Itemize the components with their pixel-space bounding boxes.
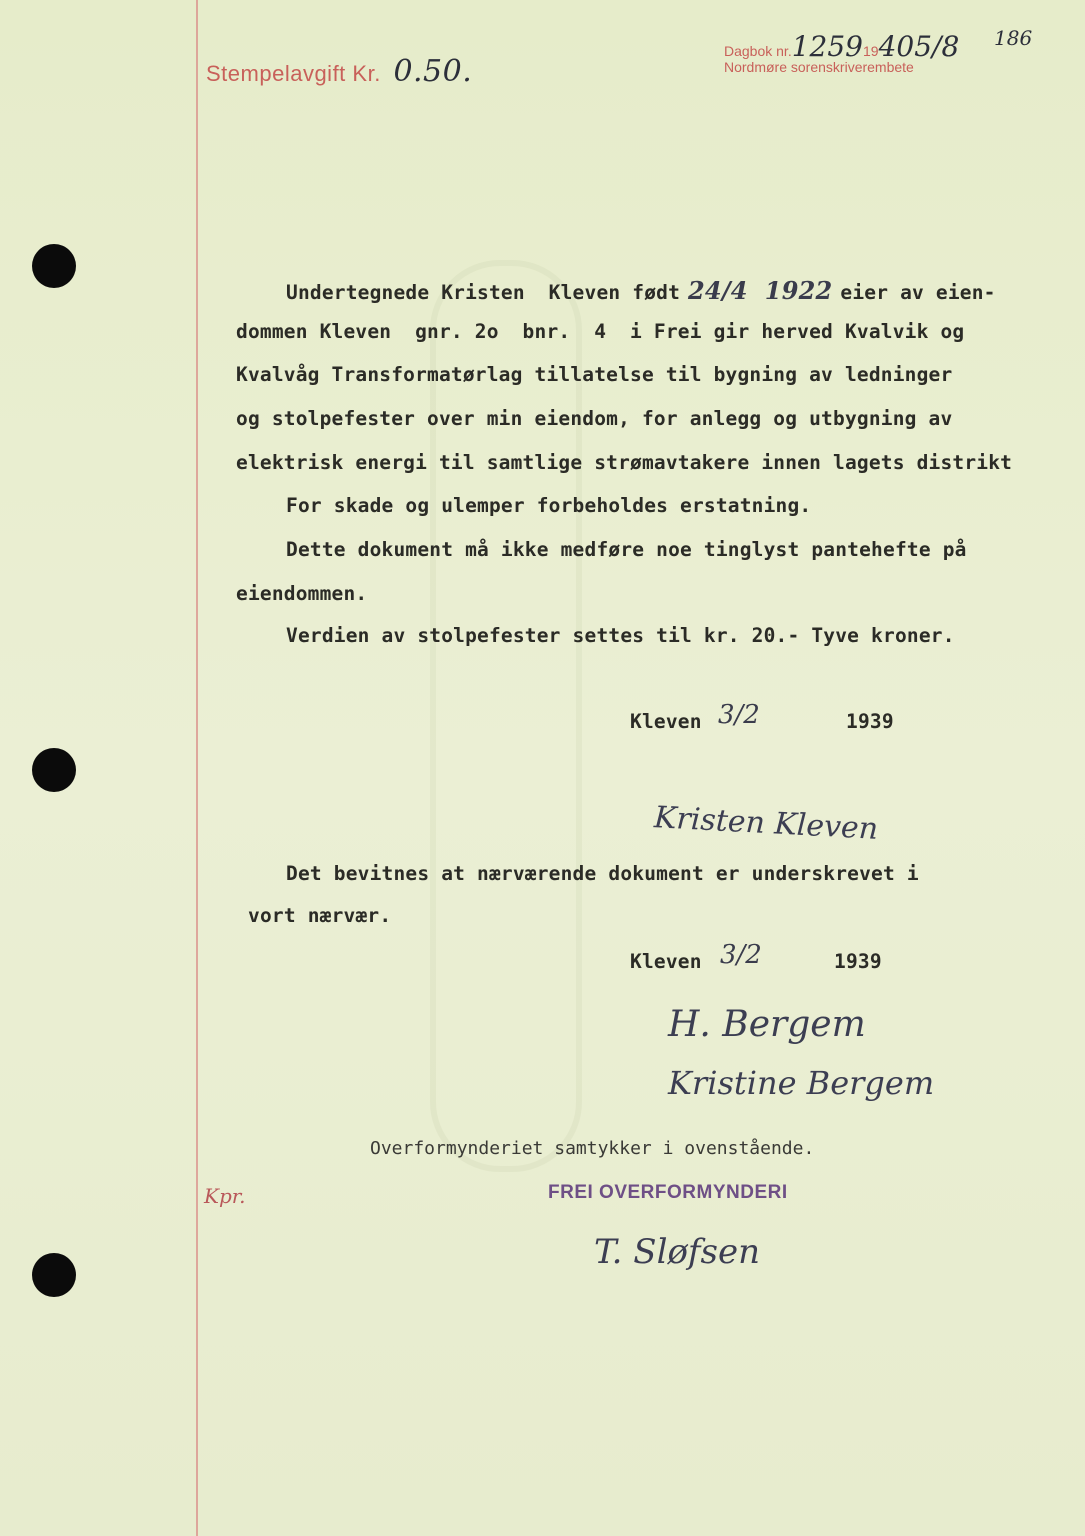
journal-office: Nordmøre sorenskriverembete xyxy=(724,59,914,75)
punch-hole xyxy=(32,748,76,792)
journal-year-printed: 19 xyxy=(862,43,879,59)
journal-label: Dagbok nr. xyxy=(724,43,792,59)
body-line-1-end: eier av eien- xyxy=(840,281,996,304)
body-line-8: eiendommen. xyxy=(236,582,368,605)
consent-line: Overformynderiet samtykker i ovenstående. xyxy=(370,1138,815,1159)
year-1: 1939 xyxy=(846,710,894,733)
body-line-1 xyxy=(286,276,996,305)
signature-h-bergem: H. Bergem xyxy=(668,1004,866,1045)
place-2: Kleven xyxy=(630,950,702,973)
body-line-4: og stolpefester over min eiendom, for anlegg og utbygning av xyxy=(236,407,953,430)
date-2: 3/2 xyxy=(720,940,762,970)
body-line-6: For skade og ulemper forbeholdes erstatning. xyxy=(286,494,812,517)
birth-date: 24/4 1922 xyxy=(688,276,833,305)
signature-kristen-kleven: Kristen Kleven xyxy=(653,800,879,847)
stamp-fee xyxy=(206,54,472,89)
signature-overformynderi: T. Sløfsen xyxy=(594,1232,760,1272)
date-1: 3/2 xyxy=(718,700,760,730)
watermark xyxy=(430,260,582,1172)
journal-stamp xyxy=(724,30,959,75)
body-line-2: dommen Kleven gnr. 2o bnr. 4 i Frei gir herved Kvalvik og xyxy=(236,320,965,343)
body-line-3: Kvalvåg Transformatørlag tillatelse til bygning av ledninger xyxy=(236,363,953,386)
margin-rule xyxy=(196,0,198,1536)
body-line-7: Dette dokument må ikke medføre noe tinglyst pantehefte på xyxy=(286,538,967,561)
body-line-1-text: Undertegnede Kristen Kleven født xyxy=(286,281,681,304)
stamp-fee-value: 0.50. xyxy=(393,54,473,89)
overformynderi-stamp: FREI OVERFORMYNDERI xyxy=(548,1182,788,1203)
punch-hole xyxy=(32,244,76,288)
journal-year-hand: 405/8 xyxy=(878,30,960,63)
margin-note: Kpr. xyxy=(204,1184,246,1208)
signature-kristine-bergem: Kristine Bergem xyxy=(668,1064,935,1102)
witness-line-2: vort nærvær. xyxy=(248,904,392,927)
page-number: 186 xyxy=(994,26,1033,50)
year-2: 1939 xyxy=(834,950,882,973)
place-1: Kleven xyxy=(630,710,702,733)
stamp-fee-label: Stempelavgift Kr. xyxy=(206,61,381,86)
punch-hole xyxy=(32,1253,76,1297)
journal-number: 1259 xyxy=(791,30,863,63)
witness-line-1: Det bevitnes at nærværende dokument er underskrevet i xyxy=(286,862,919,885)
body-line-5: elektrisk energi til samtlige strømavtakere innen lagets distrikt xyxy=(236,451,1013,474)
body-line-9: Verdien av stolpefester settes til kr. 20.- Tyve kroner. xyxy=(286,624,955,647)
